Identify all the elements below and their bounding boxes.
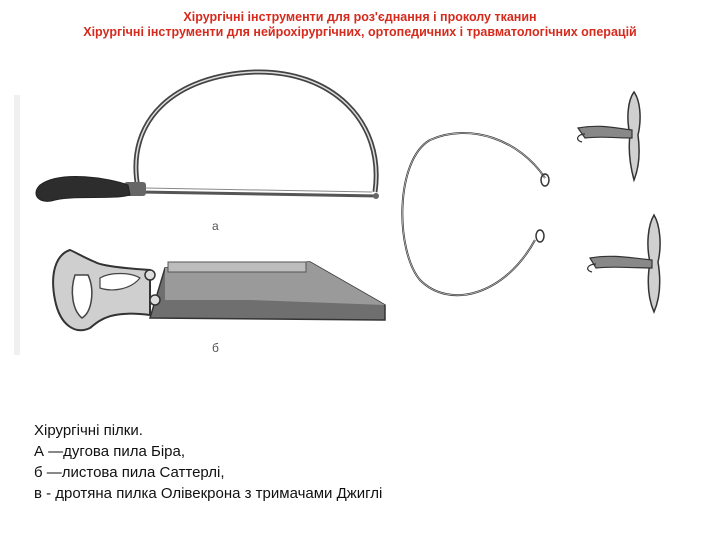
scan-edge: [14, 95, 20, 355]
leaf-saw-drawing: [53, 250, 385, 330]
page-title: Хірургічні інструменти для роз'єднання і проколу тканин: [183, 10, 537, 24]
caption-line: в - дротяна пилка Олівекрона з тримачами Джиглі: [34, 485, 383, 502]
figure-caption: [34, 420, 674, 504]
gigli-handle-bottom-drawing: [588, 215, 660, 312]
page-subtitle: Хірургічні інструменти для нейрохірургічних, ортопедичних і травматологічних операцій: [83, 25, 637, 39]
caption-line: Хірургічні пілки.: [34, 422, 143, 439]
arc-saw-drawing: [36, 72, 379, 201]
gigli-handle-top-drawing: [578, 92, 640, 180]
wire-saw-drawing: [402, 133, 549, 295]
figure-label-a: а: [212, 219, 219, 233]
caption-line: б —листова пила Саттерлі,: [34, 464, 225, 481]
caption-line: А —дугова пила Біра,: [34, 443, 186, 460]
figure-label-b: б: [212, 341, 219, 355]
